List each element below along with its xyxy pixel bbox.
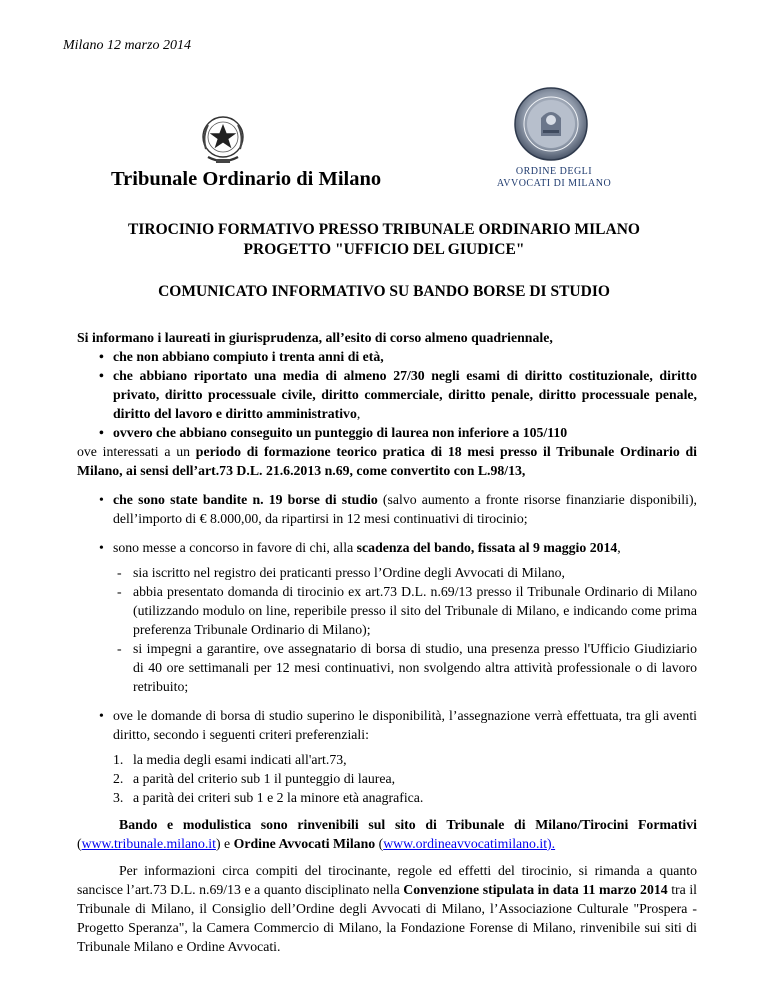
point-1-bold: che sono state bandite n. 19 borse di studio	[113, 492, 378, 507]
requirement-item: - si impegni a garantire, ove assegnatario di borsa di studio, una presenza presso l'Ufficio Giudiziario di 40 ore settimanali per 12 mesi continuativi, non svolgendo altra attività professionale o di lavoro retribuito;	[113, 639, 697, 696]
info-text-b: tra il Tribunale di Milano, il Consiglio dell’Ordine degli Avvocati di Milano, l’Associazione Culturale "Prospera - Progetto Speranza", la Camera Commercio di Milano, la Fondazione Forense di Milano, rinvenibile sui siti di Tribunale Milano e Ordine Avvocati.	[77, 882, 697, 954]
points-list	[77, 490, 697, 807]
court-name: Tribunale Ordinario di Milano	[111, 168, 382, 190]
info-bold: Convenzione stipulata in data 11 marzo 2014	[403, 882, 668, 897]
point-item	[77, 706, 697, 807]
period-text-b: periodo di formazione teorico pratica di 18 mesi presso il Tribunale Ordinario di Milano, ai sensi dell’art.73 D.L. 21.6.2013 n.69, come convertito con L.98/13,	[77, 444, 697, 478]
title-line-3: COMUNICATO INFORMATIVO SU BANDO BORSE DI STUDIO	[158, 283, 610, 300]
criterion-number: 2.	[113, 771, 124, 786]
ordine-logo-text	[495, 166, 613, 190]
italian-republic-emblem-icon	[198, 113, 248, 169]
requirements-list	[113, 563, 697, 696]
period-paragraph	[77, 442, 697, 480]
criteria-list	[113, 750, 697, 807]
point-2-bold: scadenza del bando, fissata al 9 maggio 2014	[356, 540, 618, 555]
criterion-text: a parità dei criteri sub 1 e 2 la minore età anagrafica.	[133, 790, 424, 805]
condition-item	[77, 366, 697, 423]
condition-text: che abbiano riportato una media di almeno 27/30 negli esami di diritto costituzionale, diritto privato, diritto processuale civile, diritto commerciale, diritto penale, diritto processuale penale, diritto del lavoro e diritto amministrativo	[113, 368, 697, 421]
criterion-text: la media degli esami indicati all'art.73,	[133, 752, 347, 767]
ordine-line-1: ORDINE DEGLI	[515, 166, 593, 177]
criterion-number: 1.	[113, 752, 124, 767]
ordine-avvocati-seal-icon	[513, 86, 589, 162]
condition-item: • ovvero che abbiano conseguito un punteggio di laurea non inferiore a 105/110	[77, 423, 697, 442]
criterion-text: a parità del criterio sub 1 il punteggio di laurea,	[133, 771, 396, 786]
bando-paragraph	[77, 815, 697, 853]
info-text-a: Per informazioni circa compiti del tirocinante, regole ed effetti del tirocinio, si rimanda a quanto sancisce l’art.73 D.L. n.69/13 e a quanto disciplinato nella	[77, 863, 697, 897]
point-3-text: ove le domande di borsa di studio superino le disponibilità, l’assegnazione verrà effettuata, tra gli aventi diritto, secondo i seguenti criteri preferenziali:	[113, 708, 697, 742]
criterion-item	[113, 750, 697, 769]
bando-mid: ) e	[215, 836, 234, 851]
title-line-2: PROGETTO "UFFICIO DEL GIUDICE"	[243, 241, 525, 258]
ordine-line-2: AVVOCATI DI MILANO	[496, 178, 612, 189]
title-line-1: TIROCINIO FORMATIVO PRESSO TRIBUNALE ORDINARIO MILANO	[128, 221, 640, 238]
criterion-item	[113, 769, 697, 788]
point-item	[77, 538, 697, 696]
info-paragraph	[77, 861, 697, 956]
bando-bold-b: Ordine Avvocati Milano	[233, 836, 376, 851]
requirement-item: - sia iscritto nel registro dei praticanti presso l’Ordine degli Avvocati di Milano,	[113, 563, 697, 582]
criterion-number: 3.	[113, 790, 124, 805]
document-date: Milano 12 marzo 2014	[63, 38, 191, 53]
ordine-link[interactable]: www.ordineavvocatimilano.it).	[383, 836, 556, 851]
period-text-a: ove interessati a un	[77, 444, 196, 459]
criterion-item	[113, 788, 697, 807]
point-1-rest: (salvo aumento a fronte risorse finanziarie disponibili), dell’importo di € 8.000,00, da ripartirsi in 12 mesi continuativi di tirocinio;	[113, 492, 697, 526]
bando-space: (	[375, 836, 384, 851]
point-2-c: ,	[617, 540, 621, 555]
bando-paren-open: (	[77, 836, 82, 851]
point-2-a: sono messe a concorso in favore di chi, alla	[113, 540, 357, 555]
requirement-item: - abbia presentato domanda di tirocinio ex art.73 D.L. n.69/13 presso il Tribunale Ordinario di Milano (utilizzando modulo on line, reperibile presso il sito del Tribunale di Milano, e indicando come prima preferenza Tribunale Ordinario di Milano);	[113, 582, 697, 639]
condition-tail: ,	[356, 406, 361, 421]
tribunale-link[interactable]: www.tribunale.milano.it	[81, 836, 216, 851]
condition-item: • che non abbiano compiuto i trenta anni di età,	[77, 347, 697, 366]
document-body	[77, 328, 697, 956]
conditions-list	[77, 347, 697, 442]
intro-lead: Si informano i laureati in giurisprudenza, all’esito di corso almeno quadriennale,	[77, 330, 553, 345]
point-item	[77, 490, 697, 528]
bando-bold-a: Bando e modulistica sono rinvenibili sul sito di Tribunale di Milano/Tirocini Formativi	[119, 817, 697, 832]
